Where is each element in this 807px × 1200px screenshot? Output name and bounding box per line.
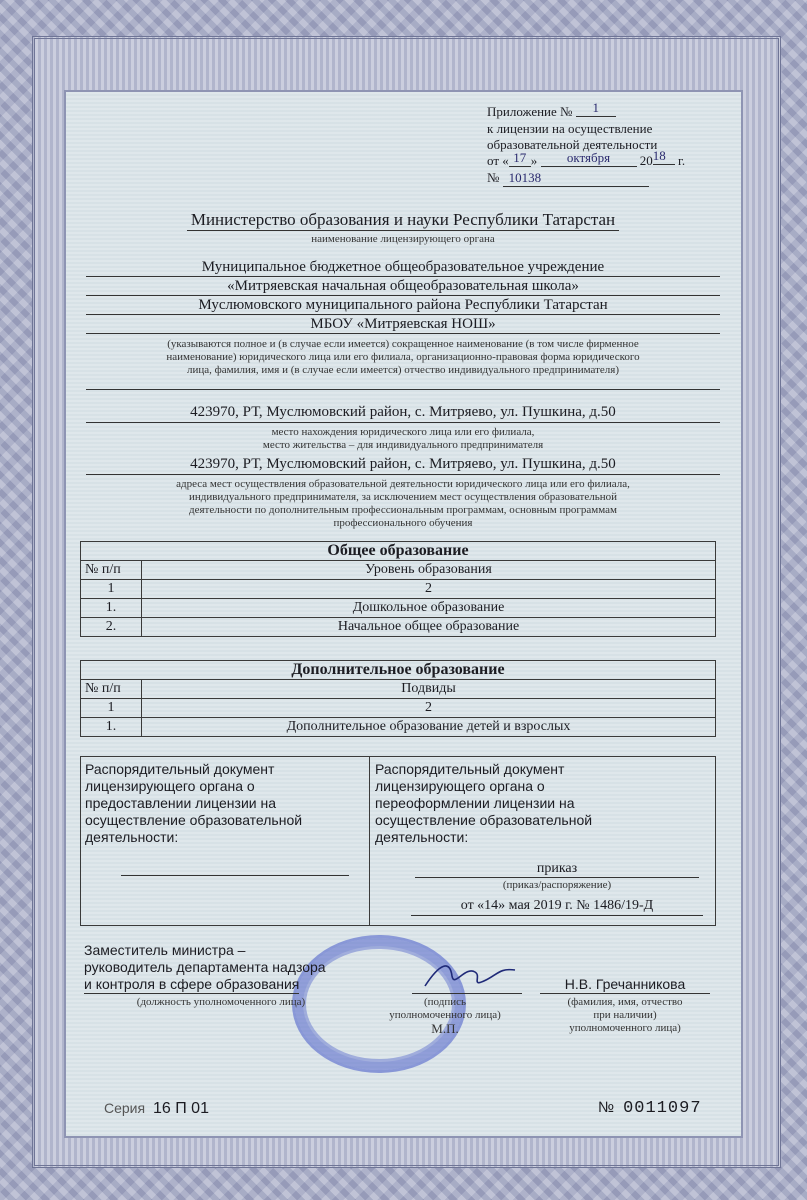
right-doc-line4: осуществление образовательной — [375, 812, 593, 828]
authority-caption: наименование лицензирующего органа — [311, 233, 495, 245]
appendix-year-unit: г. — [678, 153, 686, 168]
appendix-title: Приложение № — [487, 104, 573, 119]
right-doc-line3: переоформлении лицензии на — [375, 795, 575, 811]
licensee-block — [86, 258, 720, 390]
appendix-year-prefix: 20 — [639, 153, 653, 168]
licensee-caption2: наименование) юридического лица или его филиала, организационно-правовая форма юридического — [166, 351, 640, 363]
row-number: 1. — [81, 718, 142, 737]
left-doc-blank — [121, 875, 349, 876]
blank-number: 0011097 — [623, 1099, 702, 1118]
documents-box — [80, 756, 716, 926]
additional-education-table — [80, 660, 716, 737]
authority-block — [100, 210, 706, 246]
appendix-day: 17 — [509, 150, 531, 167]
blank-line — [86, 377, 720, 390]
order-caption: (приказ/распоряжение) — [502, 879, 612, 891]
table-header-subtype: Подвиды — [142, 680, 716, 699]
row-value: Дошкольное образование — [142, 599, 716, 618]
row-number: 1. — [81, 599, 142, 618]
signer-name-caption — [530, 996, 720, 1035]
appendix-month: октября — [541, 150, 637, 167]
sign-caption-line1: (подпись — [423, 996, 466, 1008]
location-address: 423970, РТ, Муслюмовский район, с. Митряево, ул. Пушкина, д.50 — [86, 402, 720, 423]
right-doc-line5: деятельности: — [375, 829, 469, 845]
documents-divider — [369, 757, 370, 925]
series-value: 16 П 01 — [152, 1100, 209, 1117]
general-education-title: Общее образование — [81, 542, 716, 561]
activity-caption4: профессионального обучения — [333, 517, 473, 529]
left-doc-line3: предоставлении лицензии на — [85, 795, 277, 811]
signer-name: Н.В. Гречанникова — [540, 976, 710, 994]
row-value: Начальное общее образование — [142, 618, 716, 637]
series-block — [104, 1100, 209, 1118]
location-block — [86, 402, 720, 452]
position-line1: Заместитель министра – — [84, 942, 246, 958]
general-education-table — [80, 541, 716, 637]
right-doc-line1: Распорядительный документ — [375, 761, 565, 777]
signature-position — [84, 942, 364, 994]
location-caption2: место жительства – для индивидуального предпринимателя — [262, 439, 544, 451]
documents-left — [85, 761, 365, 846]
activity-address-block — [86, 454, 720, 530]
activity-caption2: индивидуального предпринимателя, за исключением мест осуществления образовательной — [188, 491, 618, 503]
activity-caption1: адреса мест осуществления образовательной деятельности юридического лица или его филиала, — [176, 478, 630, 490]
appendix-line2: образовательной деятельности — [487, 137, 658, 152]
signature-caption — [360, 996, 530, 1035]
activity-caption3: деятельности по дополнительным профессиональным программам, основным программам — [189, 504, 617, 516]
right-doc-line2: лицензирующего органа о — [375, 778, 545, 794]
name-caption-line1: (фамилия, имя, отчество — [567, 996, 683, 1008]
appendix-block — [487, 100, 717, 187]
row-number: 1 — [81, 699, 142, 718]
sign-caption-line2: уполномоченного лица) — [389, 1009, 501, 1021]
position-line3: и контроля в сфере образования — [84, 976, 300, 992]
licensee-line4: МБОУ «Митряевская НОШ» — [86, 315, 720, 334]
name-caption-line2: при наличии) — [593, 1009, 657, 1021]
left-doc-line1: Распорядительный документ — [85, 761, 275, 777]
row-value: 2 — [142, 580, 716, 599]
left-doc-line4: осуществление образовательной — [85, 812, 303, 828]
name-caption-line3: уполномоченного лица) — [569, 1022, 681, 1034]
authority-name: Министерство образования и науки Республики Татарстан — [187, 210, 619, 231]
row-number: 1 — [81, 580, 142, 599]
stamp-caption: М.П. — [431, 1021, 459, 1036]
table-row — [81, 718, 716, 737]
additional-education-title: Дополнительное образование — [81, 661, 716, 680]
position-caption: (должность уполномоченного лица) — [136, 996, 306, 1008]
handwritten-signature — [420, 958, 520, 994]
table-row — [81, 699, 716, 718]
documents-right — [375, 761, 705, 846]
table-row — [81, 580, 716, 599]
position-line2: руководитель департамента надзора — [84, 959, 326, 975]
blank-number-block — [598, 1099, 702, 1118]
appendix-day-close: » — [530, 153, 538, 168]
order-reference: от «14» мая 2019 г. № 1486/19-Д — [411, 897, 703, 916]
table-header-num: № п/п — [81, 680, 142, 699]
row-number: 2. — [81, 618, 142, 637]
appendix-number: 1 — [576, 100, 616, 117]
table-row — [81, 618, 716, 637]
appendix-from: от « — [487, 153, 509, 168]
licensee-caption1: (указываются полное и (в случае если имеется) сокращенное наименование (в том числе фирменное — [167, 338, 639, 350]
license-number: 10138 — [503, 170, 649, 187]
series-label: Серия — [104, 1100, 146, 1116]
appendix-year: 18 — [653, 148, 675, 165]
licensee-line2: «Митряевская начальная общеобразовательная школа» — [86, 277, 720, 296]
licensee-line1: Муниципальное бюджетное общеобразовательное учреждение — [86, 258, 720, 277]
activity-address: 423970, РТ, Муслюмовский район, с. Митряево, ул. Пушкина, д.50 — [86, 454, 720, 475]
licensee-caption3: лица, фамилия, имя и (в случае если имеется) отчество индивидуального предпринимателя) — [186, 364, 620, 376]
order-type: приказ — [415, 861, 699, 878]
location-caption1: место нахождения юридического лица или его филиала, — [271, 426, 535, 438]
licensee-line3: Муслюмовского муниципального района Республики Татарстан — [86, 296, 720, 315]
number-sign: № — [598, 1099, 615, 1116]
appendix-line1: к лицензии на осуществление — [487, 121, 653, 136]
row-value: Дополнительное образование детей и взрослых — [142, 718, 716, 737]
signature-line — [412, 993, 522, 994]
table-row — [81, 599, 716, 618]
left-doc-line2: лицензирующего органа о — [85, 778, 255, 794]
table-header-num: № п/п — [81, 561, 142, 580]
left-doc-line5: деятельности: — [85, 829, 179, 845]
table-header-level: Уровень образования — [142, 561, 716, 580]
appendix-num-sign: № — [487, 170, 500, 185]
row-value: 2 — [142, 699, 716, 718]
